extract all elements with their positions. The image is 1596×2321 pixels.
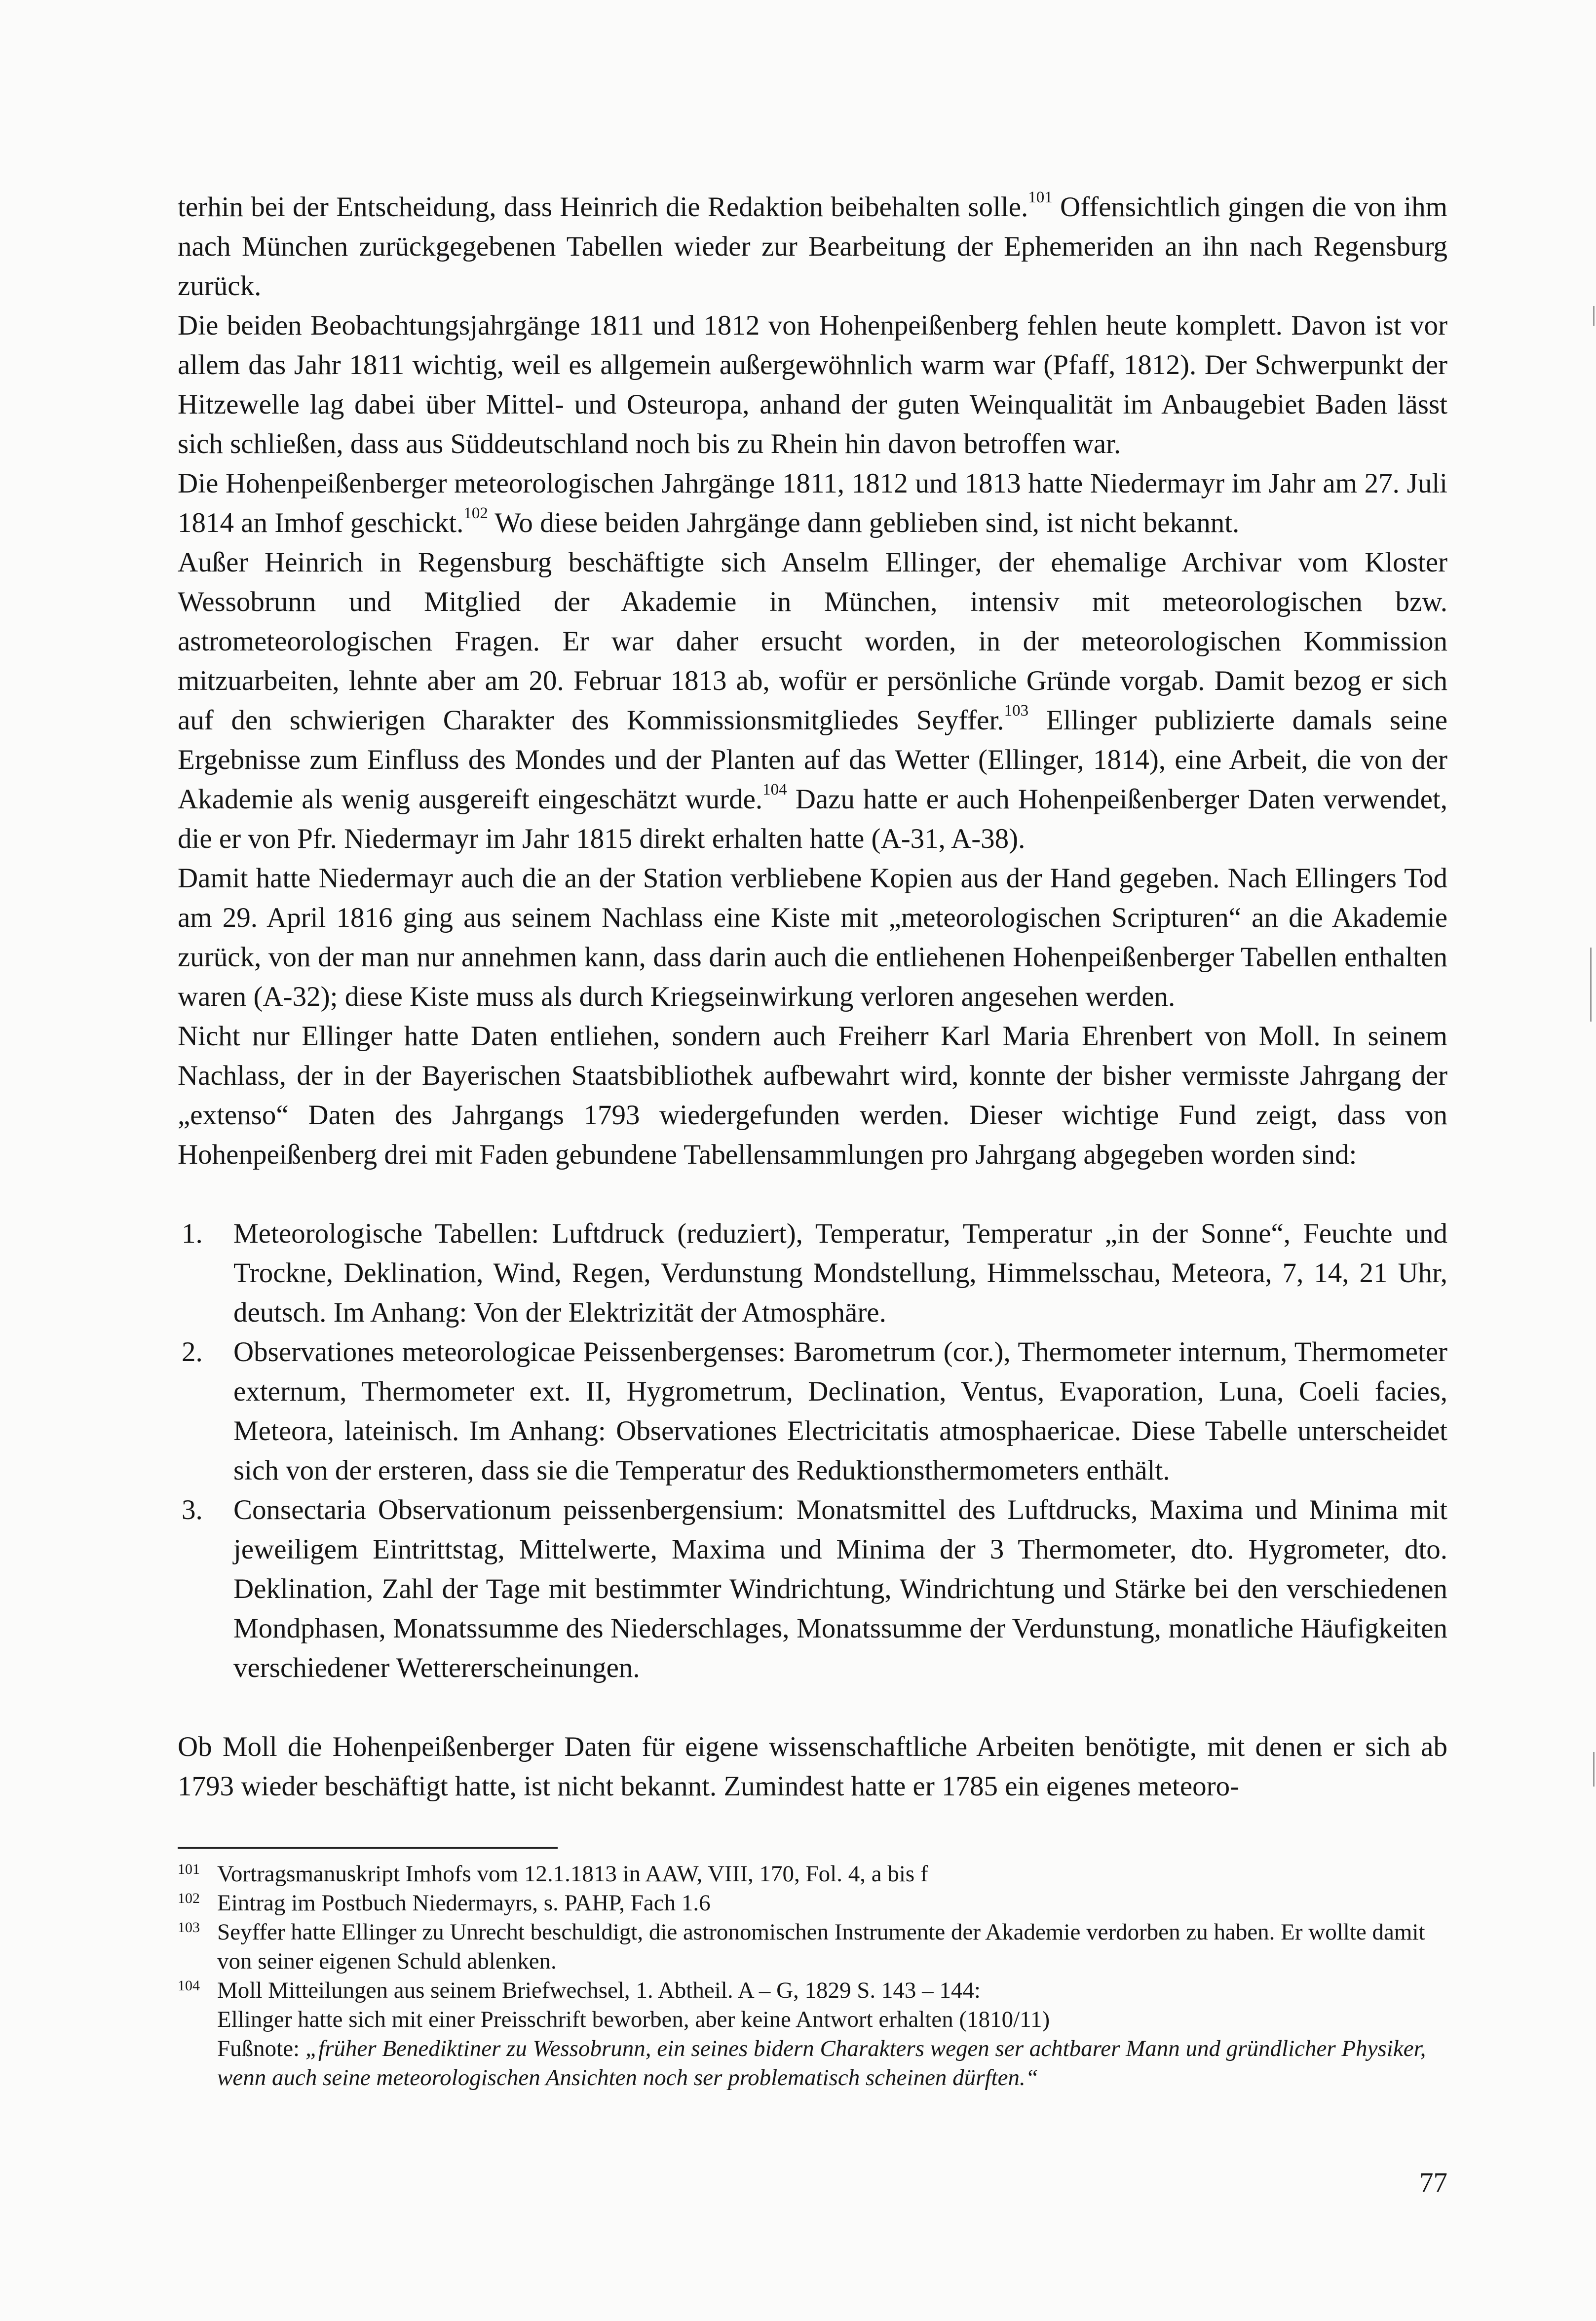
numbered-list xyxy=(178,1214,1447,1688)
footnote-line xyxy=(217,2034,1447,2093)
footnote xyxy=(178,1889,1447,1918)
list-number: 3. xyxy=(182,1494,203,1525)
scan-margin-mark xyxy=(1593,1752,1595,1787)
list-item xyxy=(178,1214,1447,1332)
closing-paragraph: Ob Moll die Hohenpeißenberger Daten für eigene wissenschaftliche Arbeiten benötigte, mit denen er sich ab 1793 wieder beschäftigt hatte, ist nicht bekannt. Zumindest hatte er 1785 ein eigenes meteoro- xyxy=(178,1731,1447,1802)
text-run: Damit hatte Niedermayr auch die an der Station verbliebene Kopien aus der Hand gegeben. Nach Ellingers Tod am 29. April 1816 ging aus seinem Nachlass eine Kiste mit „meteorologischen Scripturen“ an die Akademie zurück, von der man nur annehmen kann, dass darin auch die entliehenen Hohenpeißenberger Tabellen enthalten waren (A-32); diese Kiste muss als durch Kriegseinwirkung verloren angesehen werden. xyxy=(178,863,1447,1012)
footnote-reference: 104 xyxy=(762,781,787,799)
footnote-number: 102 xyxy=(178,1890,200,1906)
text-run: Offensichtlich gingen die von ihm nach München zurückgegebenen Tabellen wieder zur Bearbeitung der Ephemeriden an ihn nach Regensburg zurück. xyxy=(178,191,1448,302)
list-text: Observationes meteorologicae Peissenbergenses: Barometrum (cor.), Thermometer internum, Thermometer externum, Thermometer ext. II, Hygrometrum, Declination, Ventus, Evaporation, Luna, Coeli facies, Meteora, lateinisch. Im Anhang: Observationes Electricitatis atmosphaericae. Diese Tabelle unterscheidet sich von der ersteren, dass sie die Temperatur des Reduktionsthermometers enthält. xyxy=(233,1336,1447,1486)
footnote-reference: 102 xyxy=(463,504,488,522)
footnote-line: Moll Mitteilungen aus seinem Briefwechsel, 1. Abtheil. A – G, 1829 S. 143 – 144: xyxy=(217,1978,981,2003)
paragraph xyxy=(178,306,1447,464)
text-run: terhin bei der Entscheidung, dass Heinrich die Redaktion beibehalten solle. xyxy=(178,191,1028,223)
text-run: Außer Heinrich in Regensburg beschäftigte sich Anselm Ellinger, der ehemalige Archivar vom Kloster Wessobrunn und Mitglied der Akademie in München, intensiv mit meteorologischen bzw. astrometeorologischen Fragen. Er war daher ersucht worden, in der meteorologischen Kommission mitzuarbeiten, lehnte aber am 20. Februar 1813 ab, wofür er persönliche Gründe vorgab. Damit bezog er sich auf den schwierigen Charakter des Kommissionsmitgliedes Seyffer. xyxy=(178,547,1447,736)
list-item xyxy=(178,1332,1447,1490)
paragraph xyxy=(178,543,1447,859)
footnote-line: Ellinger hatte sich mit einer Preisschrift beworben, aber keine Antwort erhalten (1810/11) xyxy=(217,2007,1050,2032)
footnote-rule xyxy=(178,1847,558,1849)
footnote-quote: „früher Benediktiner zu Wessobrunn, ein seines bidern Charakters wegen ser achtbarer Mann und gründlicher Physiker, wenn auch seine meteorologischen Ansichten noch ser problematisch scheinen dürften.“ xyxy=(217,2036,1426,2091)
footnote-label: Fußnote: xyxy=(217,2036,305,2061)
footnote-number: 101 xyxy=(178,1861,200,1877)
main-text xyxy=(178,188,1447,1806)
text-run: Nicht nur Ellinger hatte Daten entliehen, sondern auch Freiherr Karl Maria Ehrenbert von Moll. In seinem Nachlass, der in der Bayerischen Staatsbibliothek aufbewahrt wird, konnte der bisher vermisste Jahrgang der „extenso“ Daten des Jahrgangs 1793 wiedergefunden werden. Dieser wichtige Fund zeigt, dass von Hohenpeißenberg drei mit Faden gebundene Tabellensammlungen pro Jahrgang abgegeben worden sind: xyxy=(178,1021,1447,1170)
list-text: Consectaria Observationum peissenbergensium: Monatsmittel des Luftdrucks, Maxima und Minima mit jeweiligem Eintrittstag, Mittelwerte, Maxima und Minima der 3 Thermometer, dto. Hygrometer, dto. Deklination, Zahl der Tage mit bestimmter Windrichtung, Windrichtung und Stärke bei den verschiedenen Mondphasen, Monatssumme des Niederschlages, Monatssumme der Verdunstung, monatliche Häufigkeiten verschiedener Wettererscheinungen. xyxy=(233,1494,1447,1683)
footnote-reference: 103 xyxy=(1004,702,1029,720)
paragraph xyxy=(178,188,1447,306)
paragraph xyxy=(178,464,1447,543)
document-page xyxy=(178,188,1447,2093)
footnote xyxy=(178,1918,1447,1976)
list-text: Meteorologische Tabellen: Luftdruck (reduziert), Temperatur, Temperatur „in der Sonne“, Feuchte und Trockne, Deklination, Wind, Regen, Verdunstung Mondstellung, Himmelsschau, Meteora, 7, 14, 21 Uhr, deutsch. Im Anhang: Von der Elektrizität der Atmosphäre. xyxy=(233,1218,1447,1328)
footnote xyxy=(178,1860,1447,1889)
text-run: Ellinger publizierte damals seine Ergebnisse zum Einfluss des Mondes und der Planten auf das Wetter (Ellinger, 1814), eine Arbeit, die von der Akademie als wenig ausgereift eingeschätzt wurde. xyxy=(178,705,1447,815)
footnote xyxy=(178,1976,1447,2093)
paragraphs xyxy=(178,188,1447,1175)
paragraph xyxy=(178,859,1447,1017)
paragraph xyxy=(178,1017,1447,1175)
footnotes xyxy=(178,1860,1447,2093)
text-run: Die beiden Beobachtungsjahrgänge 1811 und 1812 von Hohenpeißenberg fehlen heute komplett. Davon ist vor allem das Jahr 1811 wichtig, weil es allgemein außergewöhnlich warm war (Pfaff, 1812). Der Schwerpunkt der Hitzewelle lag dabei über Mittel- und Osteuropa, anhand der guten Weinqualität im Anbaugebiet Baden lässt sich schließen, dass aus Süddeutschland noch bis zu Rhein hin davon betroffen war. xyxy=(178,310,1447,459)
footnote-number: 104 xyxy=(178,1978,200,1994)
list-number: 2. xyxy=(182,1336,203,1368)
list-number: 1. xyxy=(182,1218,203,1249)
text-run: Dazu hatte er auch Hohenpeißenberger Daten verwendet, die er von Pfr. Niedermayr im Jahr 1815 direkt erhalten hatte (A-31, A-38). xyxy=(178,784,1448,854)
page-number: 77 xyxy=(1419,2167,1447,2198)
footnote-reference: 101 xyxy=(1028,189,1053,206)
footnote-line: Eintrag im Postbuch Niedermayrs, s. PAHP, Fach 1.6 xyxy=(217,1890,711,1916)
text-run: Die Hohenpeißenberger meteorologischen Jahrgänge 1811, 1812 und 1813 hatte Niedermayr im Jahr am 27. Juli 1814 an Imhof geschickt. xyxy=(178,468,1447,538)
scan-margin-mark xyxy=(1590,948,1592,1022)
list-item xyxy=(178,1490,1447,1688)
footnote-line: Vortragsmanuskript Imhofs vom 12.1.1813 in AAW, VIII, 170, Fol. 4, a bis f xyxy=(217,1861,928,1887)
scan-margin-mark xyxy=(1593,306,1595,326)
text-run: Wo diese beiden Jahrgänge dann geblieben sind, ist nicht bekannt. xyxy=(488,507,1240,538)
footnote-line: Seyffer hatte Ellinger zu Unrecht beschuldigt, die astronomischen Instrumente der Akademie verdorben zu haben. Er wollte damit von seiner eigenen Schuld ablenken. xyxy=(217,1919,1425,1974)
footnote-number: 103 xyxy=(178,1919,200,1936)
